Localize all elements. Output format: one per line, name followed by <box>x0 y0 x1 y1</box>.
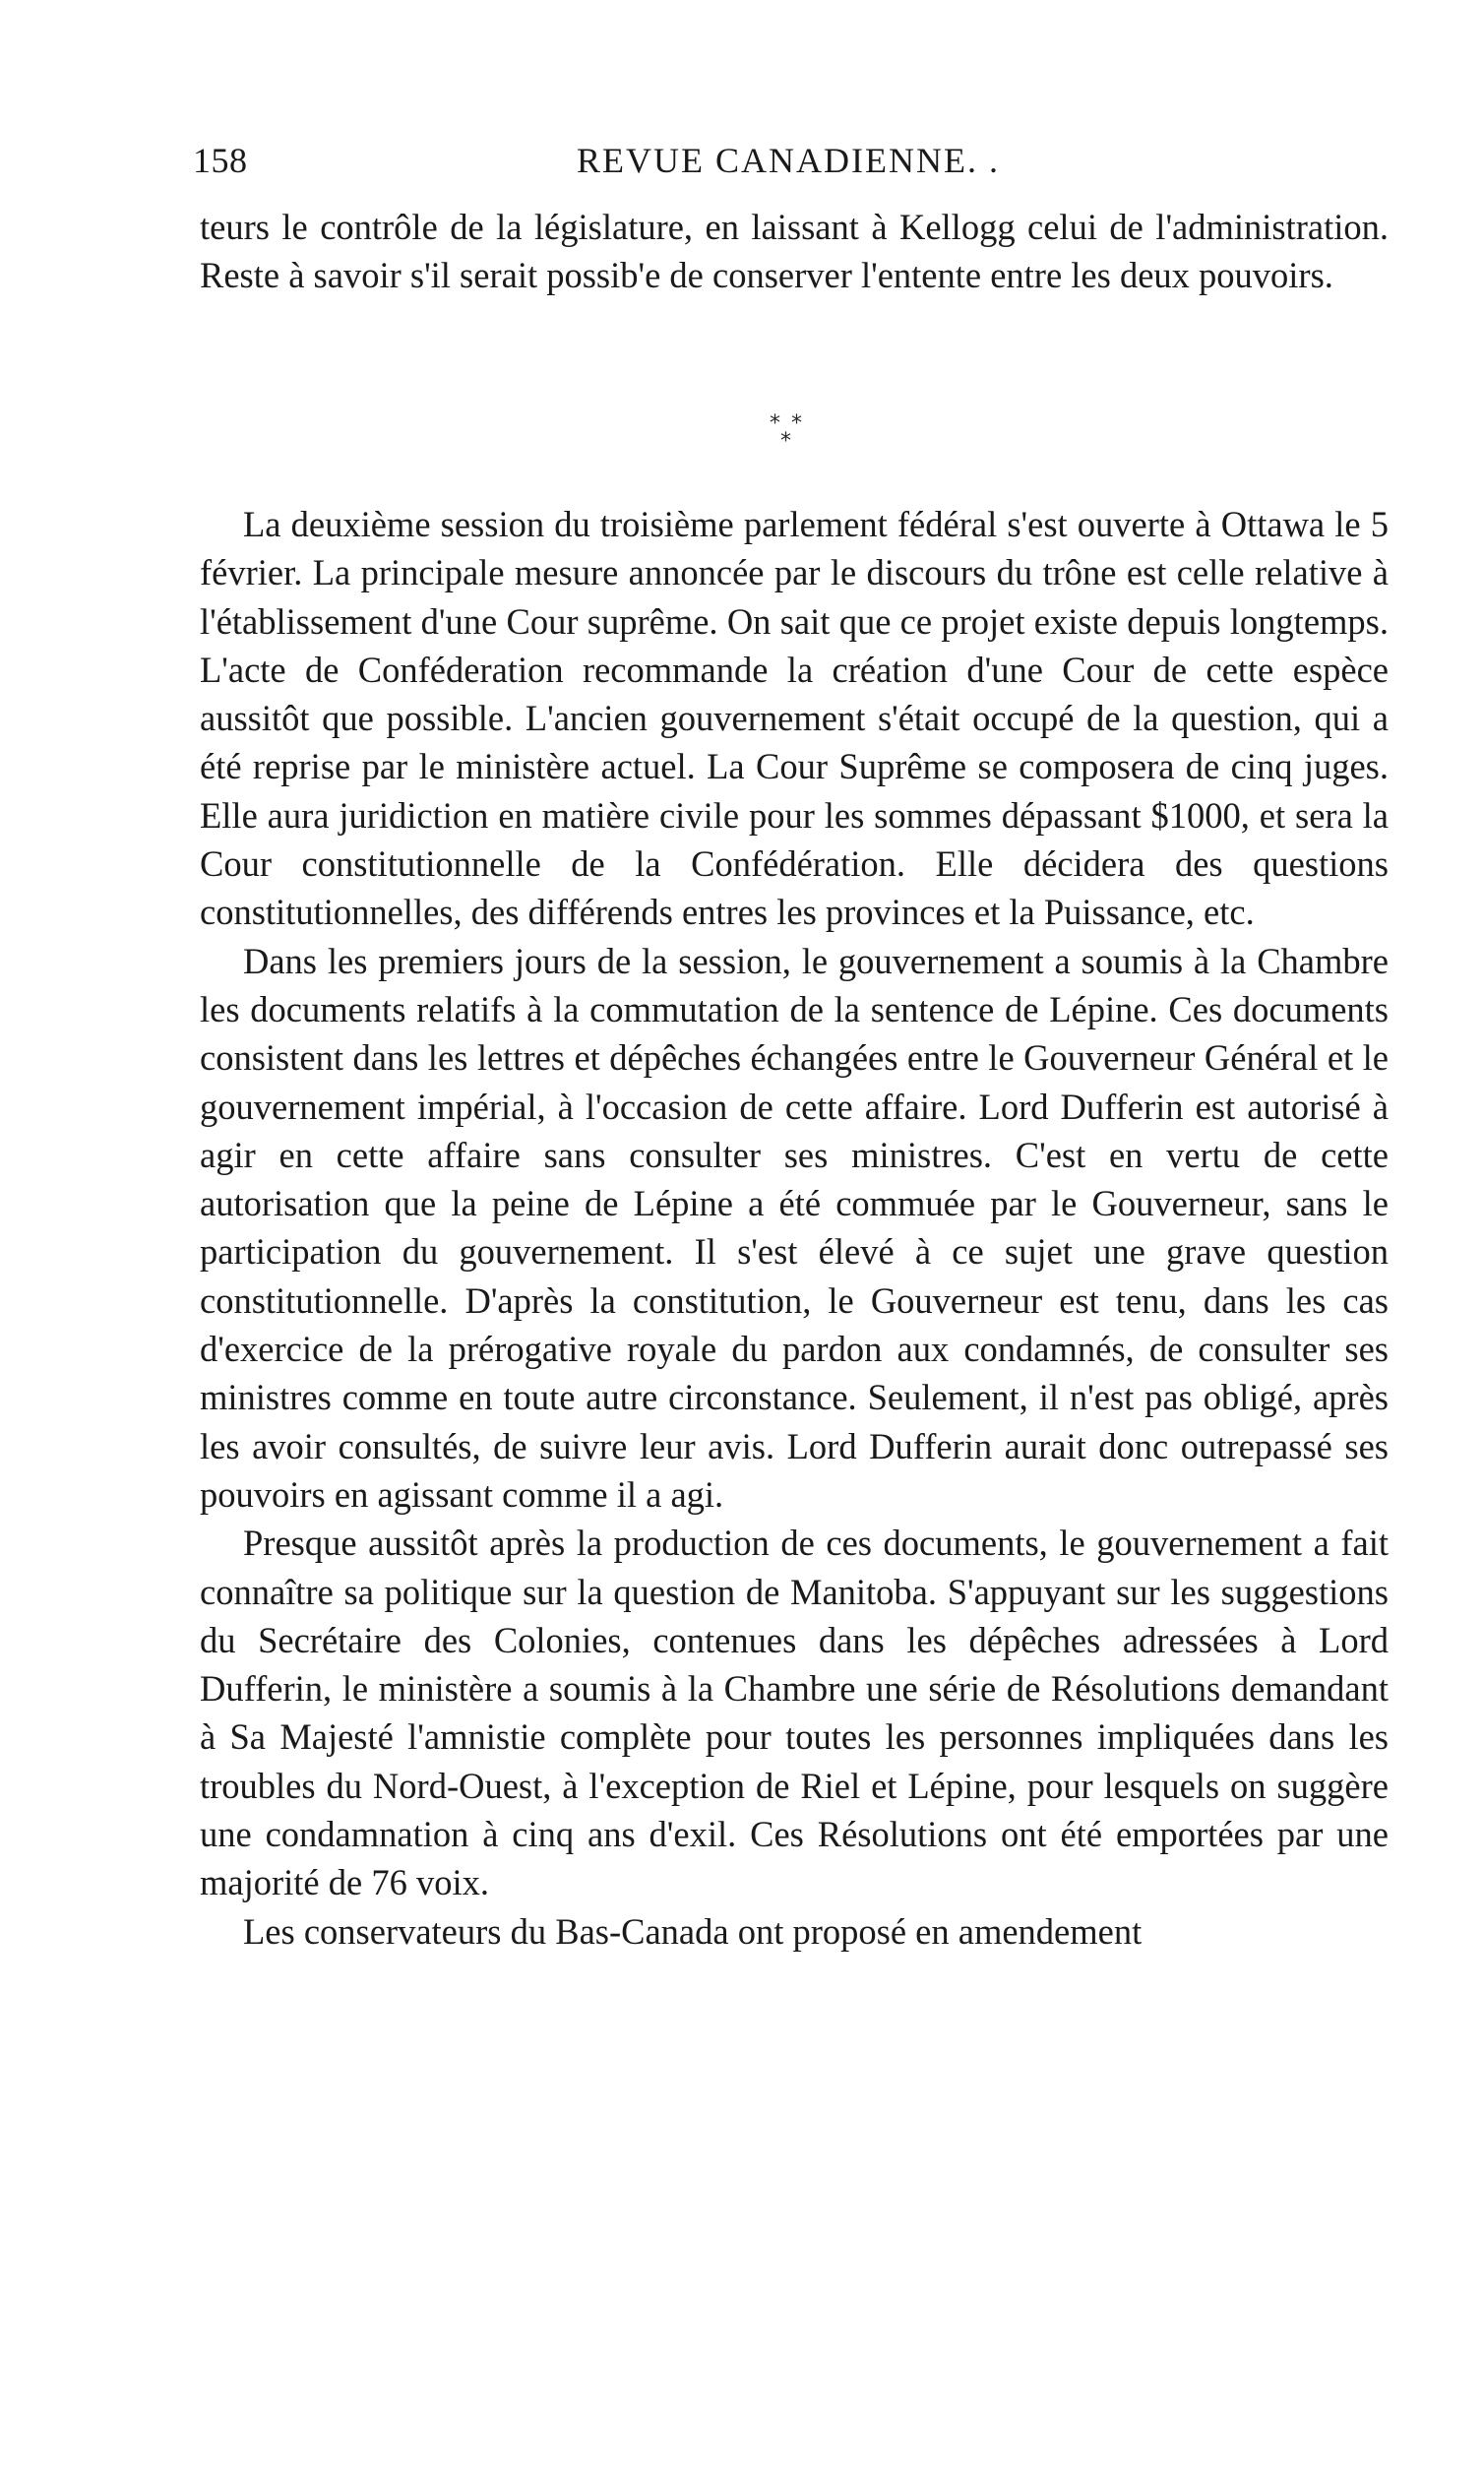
continuation-text <box>200 203 1389 300</box>
running-head <box>193 140 1384 189</box>
asterism-separator <box>768 394 817 463</box>
continuation-paragraph: teurs le contrôle de la législature, en laissant à Kellogg celui de l'administration. Reste à savoir s'il serait possib'e de conserver l'entente entre les deux pouvoirs. <box>200 207 1389 296</box>
asterism-star: * <box>791 411 802 436</box>
paragraph: Dans les premiers jours de la session, le gouvernement a soumis à la Chambre les documents relatifs à la commutation de la sentence de Lépine. Ces documents consistent dans les lettres et dépêches échangées entre le Gouverneur Général et le gouvernement impérial, à l'occasion de cette affaire. Lord Dufferin est autorisé à agir en cette affaire sans consulter ses ministres. C'est en vertu de cette autorisation que la peine de Lépine a été commuée par le Gouverneur, sans le participation du gouvernement. Il s'est élevé à ce sujet une grave question constitutionnelle. D'après la constitution, le Gouverneur est tenu, dans les cas d'exercice de la prérogative royale du pardon aux condamnés, de consulter ses ministres comme en toute autre circonstance. Seulement, il n'est pas obligé, après les avoir consultés, de suivre leur avis. Lord Dufferin aurait donc outrepassé ses pouvoirs en agissant comme il a agi. <box>200 940 1389 1515</box>
asterism-star: * <box>780 429 791 454</box>
paragraph: Presque aussitôt après la production de ces documents, le gouvernement a fait connaître sa politique sur la question de Manitoba. S'appuyant sur les suggestions du Secrétaire des Colonies, contenues dans les dépêches adressées à Lord Dufferin, le ministère a soumis à la Chambre une série de Résolutions demandant à Sa Majesté l'amnistie complète pour toutes les personnes impliquées dans les troubles du Nord-Ouest, à l'exception de Riel et Lépine, pour lesquels on suggère une condamnation à cinq ans d'exil. Ces Résolutions ont été emportées par une majorité de 76 voix. <box>200 1523 1389 1903</box>
article-body <box>200 500 1389 1956</box>
page-number: 158 <box>193 141 248 180</box>
asterism-star: * <box>770 411 780 436</box>
paragraph: La deuxième session du troisième parlement fédéral s'est ouverte à Ottawa le 5 février. La principale mesure annoncée par le discours du trône est celle relative à l'établissement d'une Cour suprême. On sait que ce projet existe depuis longtemps. L'acte de Conféderation recommande la création d'une Cour de cette espèce aussitôt que possible. L'ancien gouvernement s'était occupé de la question, qui a été reprise par le ministère actuel. La Cour Suprême se composera de cinq juges. Elle aura juridiction en matière civile pour les sommes dépassant $1000, et sera la Cour constitutionnelle de la Confédération. Elle décidera des questions constitutionnelles, des différends entres les provinces et la Puissance, etc. <box>200 504 1389 933</box>
running-title: REVUE CANADIENNE. . <box>577 141 1000 180</box>
paragraph: Les conservateurs du Bas-Canada ont proposé en amendement <box>243 1910 1143 1952</box>
